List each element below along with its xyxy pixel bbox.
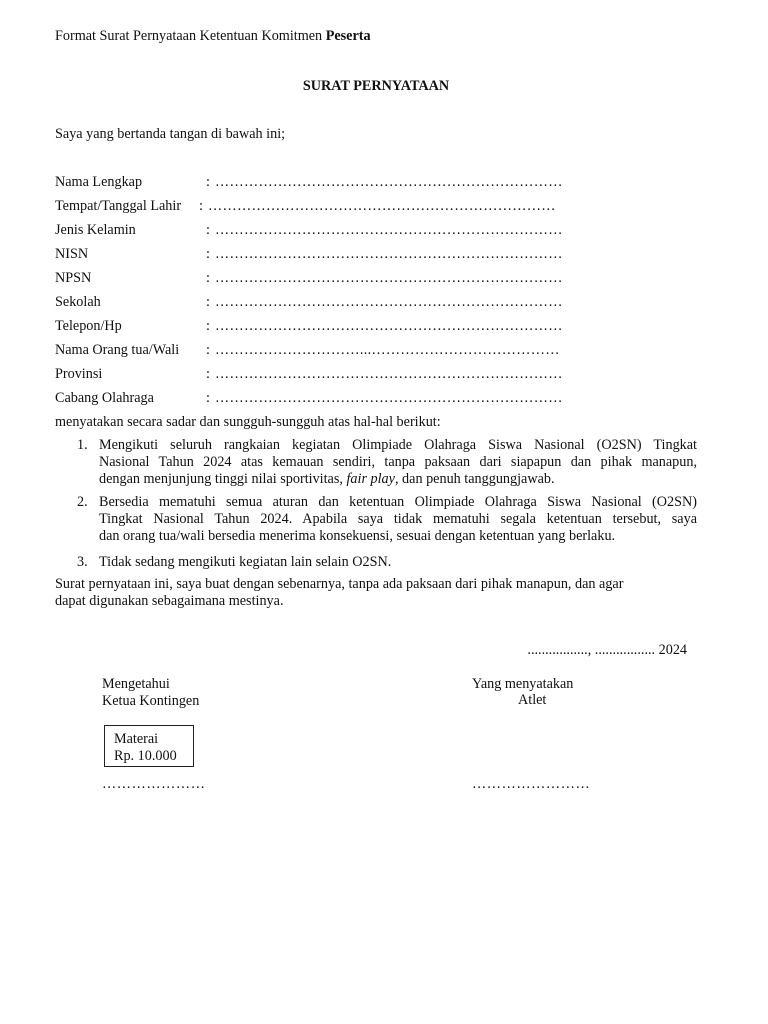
field-label: NISN xyxy=(55,246,89,262)
field-fill-line[interactable]: ……………………………………………………………… xyxy=(215,174,563,190)
statement-line xyxy=(99,471,697,488)
field-fill-line[interactable]: ……………………………………………………………… xyxy=(215,270,563,286)
format-heading xyxy=(55,28,371,45)
date-line: ................., ................. 2024 xyxy=(527,642,687,658)
signature-left-title: Mengetahui xyxy=(102,676,170,692)
field-label: Cabang Olahraga xyxy=(55,390,154,406)
signature-left-block xyxy=(102,676,199,710)
field-separator: : xyxy=(206,294,210,310)
closing-line: Surat pernyataan ini, saya buat dengan sebenarnya, tanpa ada paksaan dari pihak manapun, dan agar xyxy=(55,576,624,592)
field-separator: : xyxy=(206,174,210,190)
signature-right-dots: …………………… xyxy=(472,776,591,792)
field-label: Nama Lengkap xyxy=(55,174,143,190)
statement-line-part: , dan penuh tanggungjawab. xyxy=(394,471,555,488)
statement-number: 3. xyxy=(77,554,88,570)
materai-label: Materai xyxy=(114,731,159,747)
signature-right-role: Atlet xyxy=(518,692,547,708)
field-fill-line[interactable]: ……………………………………………………………… xyxy=(215,366,563,382)
field-separator: : xyxy=(206,222,210,238)
field-fill-line[interactable]: ……………………………………………………………… xyxy=(208,198,556,214)
document-title: SURAT PERNYATAAN xyxy=(302,78,450,94)
field-label: Tempat/Tanggal Lahir xyxy=(55,198,182,214)
format-heading-text: Format Surat Pernyataan Ketentuan Komitmen xyxy=(55,28,326,44)
field-separator: : xyxy=(206,366,210,382)
statement-text xyxy=(99,437,697,488)
statement-text xyxy=(99,554,697,571)
closing-paragraph xyxy=(55,576,695,610)
materai-value: Rp. 10.000 xyxy=(114,747,177,764)
field-fill-line[interactable]: ……………………………………………………………… xyxy=(215,390,563,406)
fair-play-italic: fair play xyxy=(346,471,395,488)
statement-number: 2. xyxy=(77,494,88,510)
statement-line: dan orang tua/wali bersedia menerima konsekuensi, sesuai dengan ketentuan yang berlaku. xyxy=(99,528,616,545)
signature-left-role: Ketua Kontingen xyxy=(102,693,200,710)
field-separator: : xyxy=(206,246,210,262)
field-separator: : xyxy=(206,270,210,286)
field-separator: : xyxy=(199,198,203,214)
signature-right-title: Yang menyatakan xyxy=(472,676,574,692)
field-separator: : xyxy=(206,390,210,406)
statement-line: Nasional Tahun 2024 atas kemauan sendiri, tanpa paksaan dari siapapun dan pihak manapun, xyxy=(99,454,697,471)
field-label: NPSN xyxy=(55,270,92,286)
field-fill-line[interactable]: ……………………………………………………………… xyxy=(215,294,563,310)
format-heading-bold: Peserta xyxy=(325,28,371,44)
statement-text xyxy=(99,494,697,545)
field-separator: : xyxy=(206,318,210,334)
lead-text: menyatakan secara sadar dan sungguh-sungguh atas hal-hal berikut: xyxy=(55,414,441,430)
field-fill-line[interactable]: …………………………...………………………………… xyxy=(215,342,560,358)
statement-line: Bersedia mematuhi semua aturan dan ketentuan Olimpiade Olahraga Siswa Nasional (O2SN) xyxy=(99,494,697,510)
field-separator: : xyxy=(206,342,210,358)
field-fill-line[interactable]: ……………………………………………………………… xyxy=(215,246,563,262)
field-fill-line[interactable]: ……………………………………………………………… xyxy=(215,318,563,334)
field-label: Jenis Kelamin xyxy=(55,222,136,238)
intro-text: Saya yang bertanda tangan di bawah ini; xyxy=(55,126,286,142)
statement-line: Tingkat Nasional Tahun 2024. Apabila saya tidak mematuhi segala ketentuan tersebut, saya xyxy=(99,511,697,528)
field-label: Sekolah xyxy=(55,294,101,310)
signature-left-dots: ………………… xyxy=(102,776,206,792)
field-label: Provinsi xyxy=(55,366,103,382)
statement-line-part: dengan menjunjung tinggi nilai sportivitas, xyxy=(99,471,347,488)
statement-number: 1. xyxy=(77,437,88,453)
statement-line: Tidak sedang mengikuti kegiatan lain selain O2SN. xyxy=(99,554,392,570)
field-fill-line[interactable]: ……………………………………………………………… xyxy=(215,222,563,238)
field-label: Nama Orang tua/Wali xyxy=(55,342,180,358)
closing-line: dapat digunakan sebagaimana mestinya. xyxy=(55,593,284,610)
statement-line: Mengikuti seluruh rangkaian kegiatan Olimpiade Olahraga Siswa Nasional (O2SN) Tingkat xyxy=(99,437,697,453)
field-label: Telepon/Hp xyxy=(55,318,122,334)
materai-stamp-box xyxy=(104,725,194,767)
